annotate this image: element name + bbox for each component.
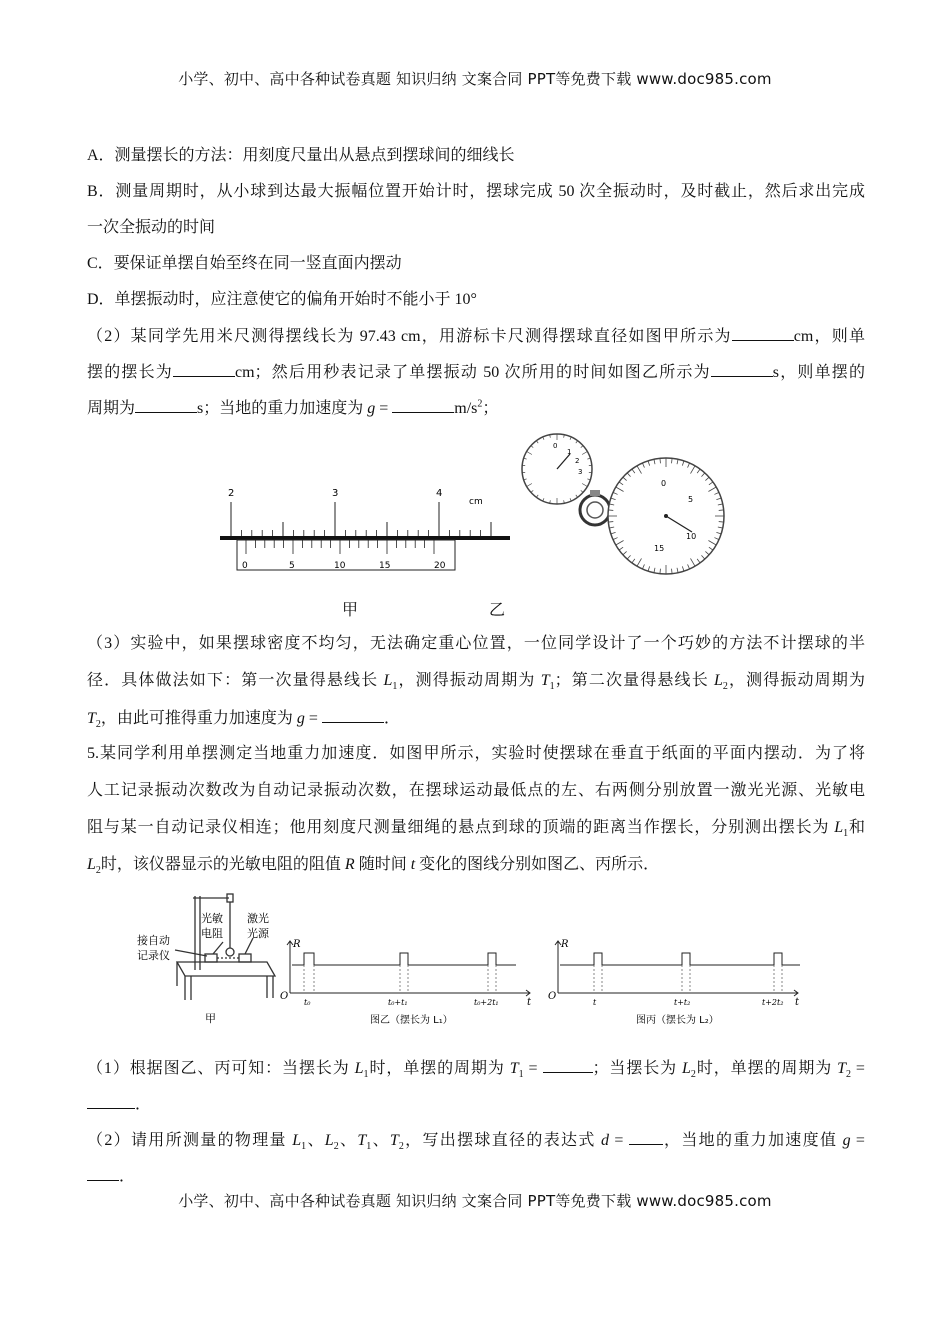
figure-caption-jia: 甲 xyxy=(342,600,359,619)
q5-line4: $L_2$时，该仪器显示的光敏电阻的阻值 R 随时间 t 变化的图线分别如图乙、丙所示． xyxy=(87,856,660,877)
caption-yi: 图乙（摆长为 L₁） xyxy=(370,1015,453,1026)
answer-blank[interactable] xyxy=(543,1058,593,1073)
second-dial-tick xyxy=(608,510,613,511)
tick-label: t₀ xyxy=(304,998,311,1007)
axis-t-label: t xyxy=(527,997,532,1008)
tick-label: t+t₂ xyxy=(674,998,691,1007)
second-dial-tick xyxy=(660,458,661,463)
axis-r-label: R xyxy=(293,939,301,950)
answer-blank[interactable] xyxy=(135,398,197,413)
part2-line1: （2）某同学先用米尺测得摆线长为 97.43 cm，用游标卡尺测得摆球直径如图甲所示为 cm，则单 xyxy=(87,328,865,345)
second-dial-tick xyxy=(608,522,613,523)
label-auto-recorder: 记录仪 xyxy=(137,949,170,962)
graph-bing xyxy=(548,935,808,1027)
vernier-caliper-figure xyxy=(215,482,515,574)
main-tick-label: 4 xyxy=(436,488,443,499)
big-dial-label: 15 xyxy=(654,544,665,553)
option-b-line2: 一次全振动的时间 xyxy=(87,219,216,236)
tick-label: t₀+2t₁ xyxy=(474,998,499,1007)
answer-blank[interactable] xyxy=(87,1094,135,1109)
axis-t-label: t xyxy=(795,997,800,1008)
label-photoresistor: 电阻 xyxy=(201,927,223,940)
axis-r-label: R xyxy=(561,939,569,950)
main-tick-label: 2 xyxy=(228,488,235,499)
caption-jia: 甲 xyxy=(205,1012,216,1025)
second-dial-tick xyxy=(672,458,673,463)
option-a: A．测量摆长的方法：用刻度尺量出从悬点到摆球间的细线长 xyxy=(87,147,515,164)
second-dial-tick xyxy=(672,569,673,574)
origin-label: O xyxy=(548,991,557,1002)
apparatus-figure xyxy=(135,888,285,1028)
page-footer: 小学、初中、高中各种试卷真题 知识归纳 文案合同 PPT等免费下载 www.doc985.com xyxy=(178,1192,772,1210)
figure-caption-yi: 乙 xyxy=(489,600,506,619)
answer-blank[interactable] xyxy=(629,1130,663,1145)
vernier-tick-label: 15 xyxy=(379,561,391,571)
big-dial-label: 5 xyxy=(688,495,694,504)
vernier-tick-label: 5 xyxy=(289,561,295,571)
answer-blank[interactable] xyxy=(87,1166,119,1181)
second-dial-tick xyxy=(719,510,724,511)
answer-blank[interactable] xyxy=(711,362,773,377)
q5-sub1-line2: ． xyxy=(87,1094,865,1115)
q5-line2: 人工记录振动次数改为自动记录振动次数，在摆球运动最低点的左、右两侧分别放置一激光光源、光敏电 xyxy=(87,782,865,799)
origin-label: O xyxy=(280,991,289,1002)
stopwatch-figure xyxy=(520,432,730,578)
answer-blank[interactable] xyxy=(732,326,794,341)
q5-sub1-line1: （1）根据图乙、丙可知：当摆长为 $L_1$时，单摆的周期为 $T_1$ = ；当摆长为 $L_2$时，单摆的周期为 $T_2$ = xyxy=(87,1060,865,1081)
small-dial-label: 3 xyxy=(578,468,583,476)
option-d: D．单摆振动时，应注意使它的偏角开始时不能小于 10° xyxy=(87,291,477,308)
answer-blank[interactable] xyxy=(392,398,454,413)
vernier-tick-label: 0 xyxy=(242,561,248,571)
main-tick-label: 3 xyxy=(332,488,339,499)
option-b-line1: B．测量周期时，从小球到达最大振幅位置开始计时，摆球完成 50 次全振动时，及时截止，然后求出完成 xyxy=(87,183,865,200)
option-c: C．要保证单摆自始至终在同一竖直面内摆动 xyxy=(87,255,402,272)
q5-line1: 5.某同学利用单摆测定当地重力加速度．如图甲所示，实验时使摆球在垂直于纸面的平面内摆动．为了将 xyxy=(87,745,865,762)
vernier-tick-label: 20 xyxy=(434,561,446,571)
answer-blank[interactable] xyxy=(173,362,235,377)
tick-label: t xyxy=(593,998,597,1007)
label-laser: 激光 xyxy=(247,912,269,925)
small-dial-label: 0 xyxy=(553,442,558,450)
caption-bing: 图丙（摆长为 L₂） xyxy=(636,1015,719,1026)
part3-line3: $T_2$，由此可推得重力加速度为 g = ． xyxy=(87,710,400,731)
part3-line2: 径．具体做法如下：第一次量得悬线长 $L_1$，测得振动周期为 $T_1$；第二次量得悬线长 $L_2$，测得振动周期为 xyxy=(87,672,865,693)
label-photoresistor: 光敏 xyxy=(201,912,223,925)
small-dial-label: 2 xyxy=(575,457,580,465)
small-dial-label: 1 xyxy=(567,448,572,456)
second-dial-tick xyxy=(660,569,661,574)
unit-label: cm xyxy=(469,497,483,507)
tick-label: t₀+t₁ xyxy=(388,998,408,1007)
q5-sub2-line2: ． xyxy=(87,1166,865,1187)
big-dial-label: 0 xyxy=(661,479,667,488)
answer-blank[interactable] xyxy=(322,708,384,723)
label-auto-recorder: 接自动 xyxy=(137,934,170,947)
vernier-tick-label: 10 xyxy=(334,561,346,571)
page-header: 小学、初中、高中各种试卷真题 知识归纳 文案合同 PPT等免费下载 www.doc985.com xyxy=(178,70,772,88)
graph-yi xyxy=(280,935,540,1027)
q5-line3: 阻与某一自动记录仪相连；他用刻度尺测量细绳的悬点到球的顶端的距离当作摆长，分别测出摆长为 $L_1$和 xyxy=(87,819,865,840)
tick-label: t+2t₂ xyxy=(762,998,784,1007)
q5-sub2-line1: （2）请用所测量的物理量 $L_1$、$L_2$、$T_1$、$T_2$，写出摆球直径的表达式 d = ，当地的重力加速度值 g = xyxy=(87,1132,865,1153)
big-dial-label: 10 xyxy=(686,532,697,541)
part2-line2: 摆的摆长为 cm；然后用秒表记录了单摆振动 50 次所用的时间如图乙所示为 s，则单摆的 xyxy=(87,364,865,381)
part3-line1: （3）实验中，如果摆球密度不均匀，无法确定重心位置，一位同学设计了一个巧妙的方法不计摆球的半 xyxy=(87,635,865,652)
part2-line3: 周期为 s；当地的重力加速度为 $g = m/s^2$； xyxy=(87,398,499,417)
label-laser: 光源 xyxy=(247,927,269,940)
second-dial-tick xyxy=(719,522,724,523)
